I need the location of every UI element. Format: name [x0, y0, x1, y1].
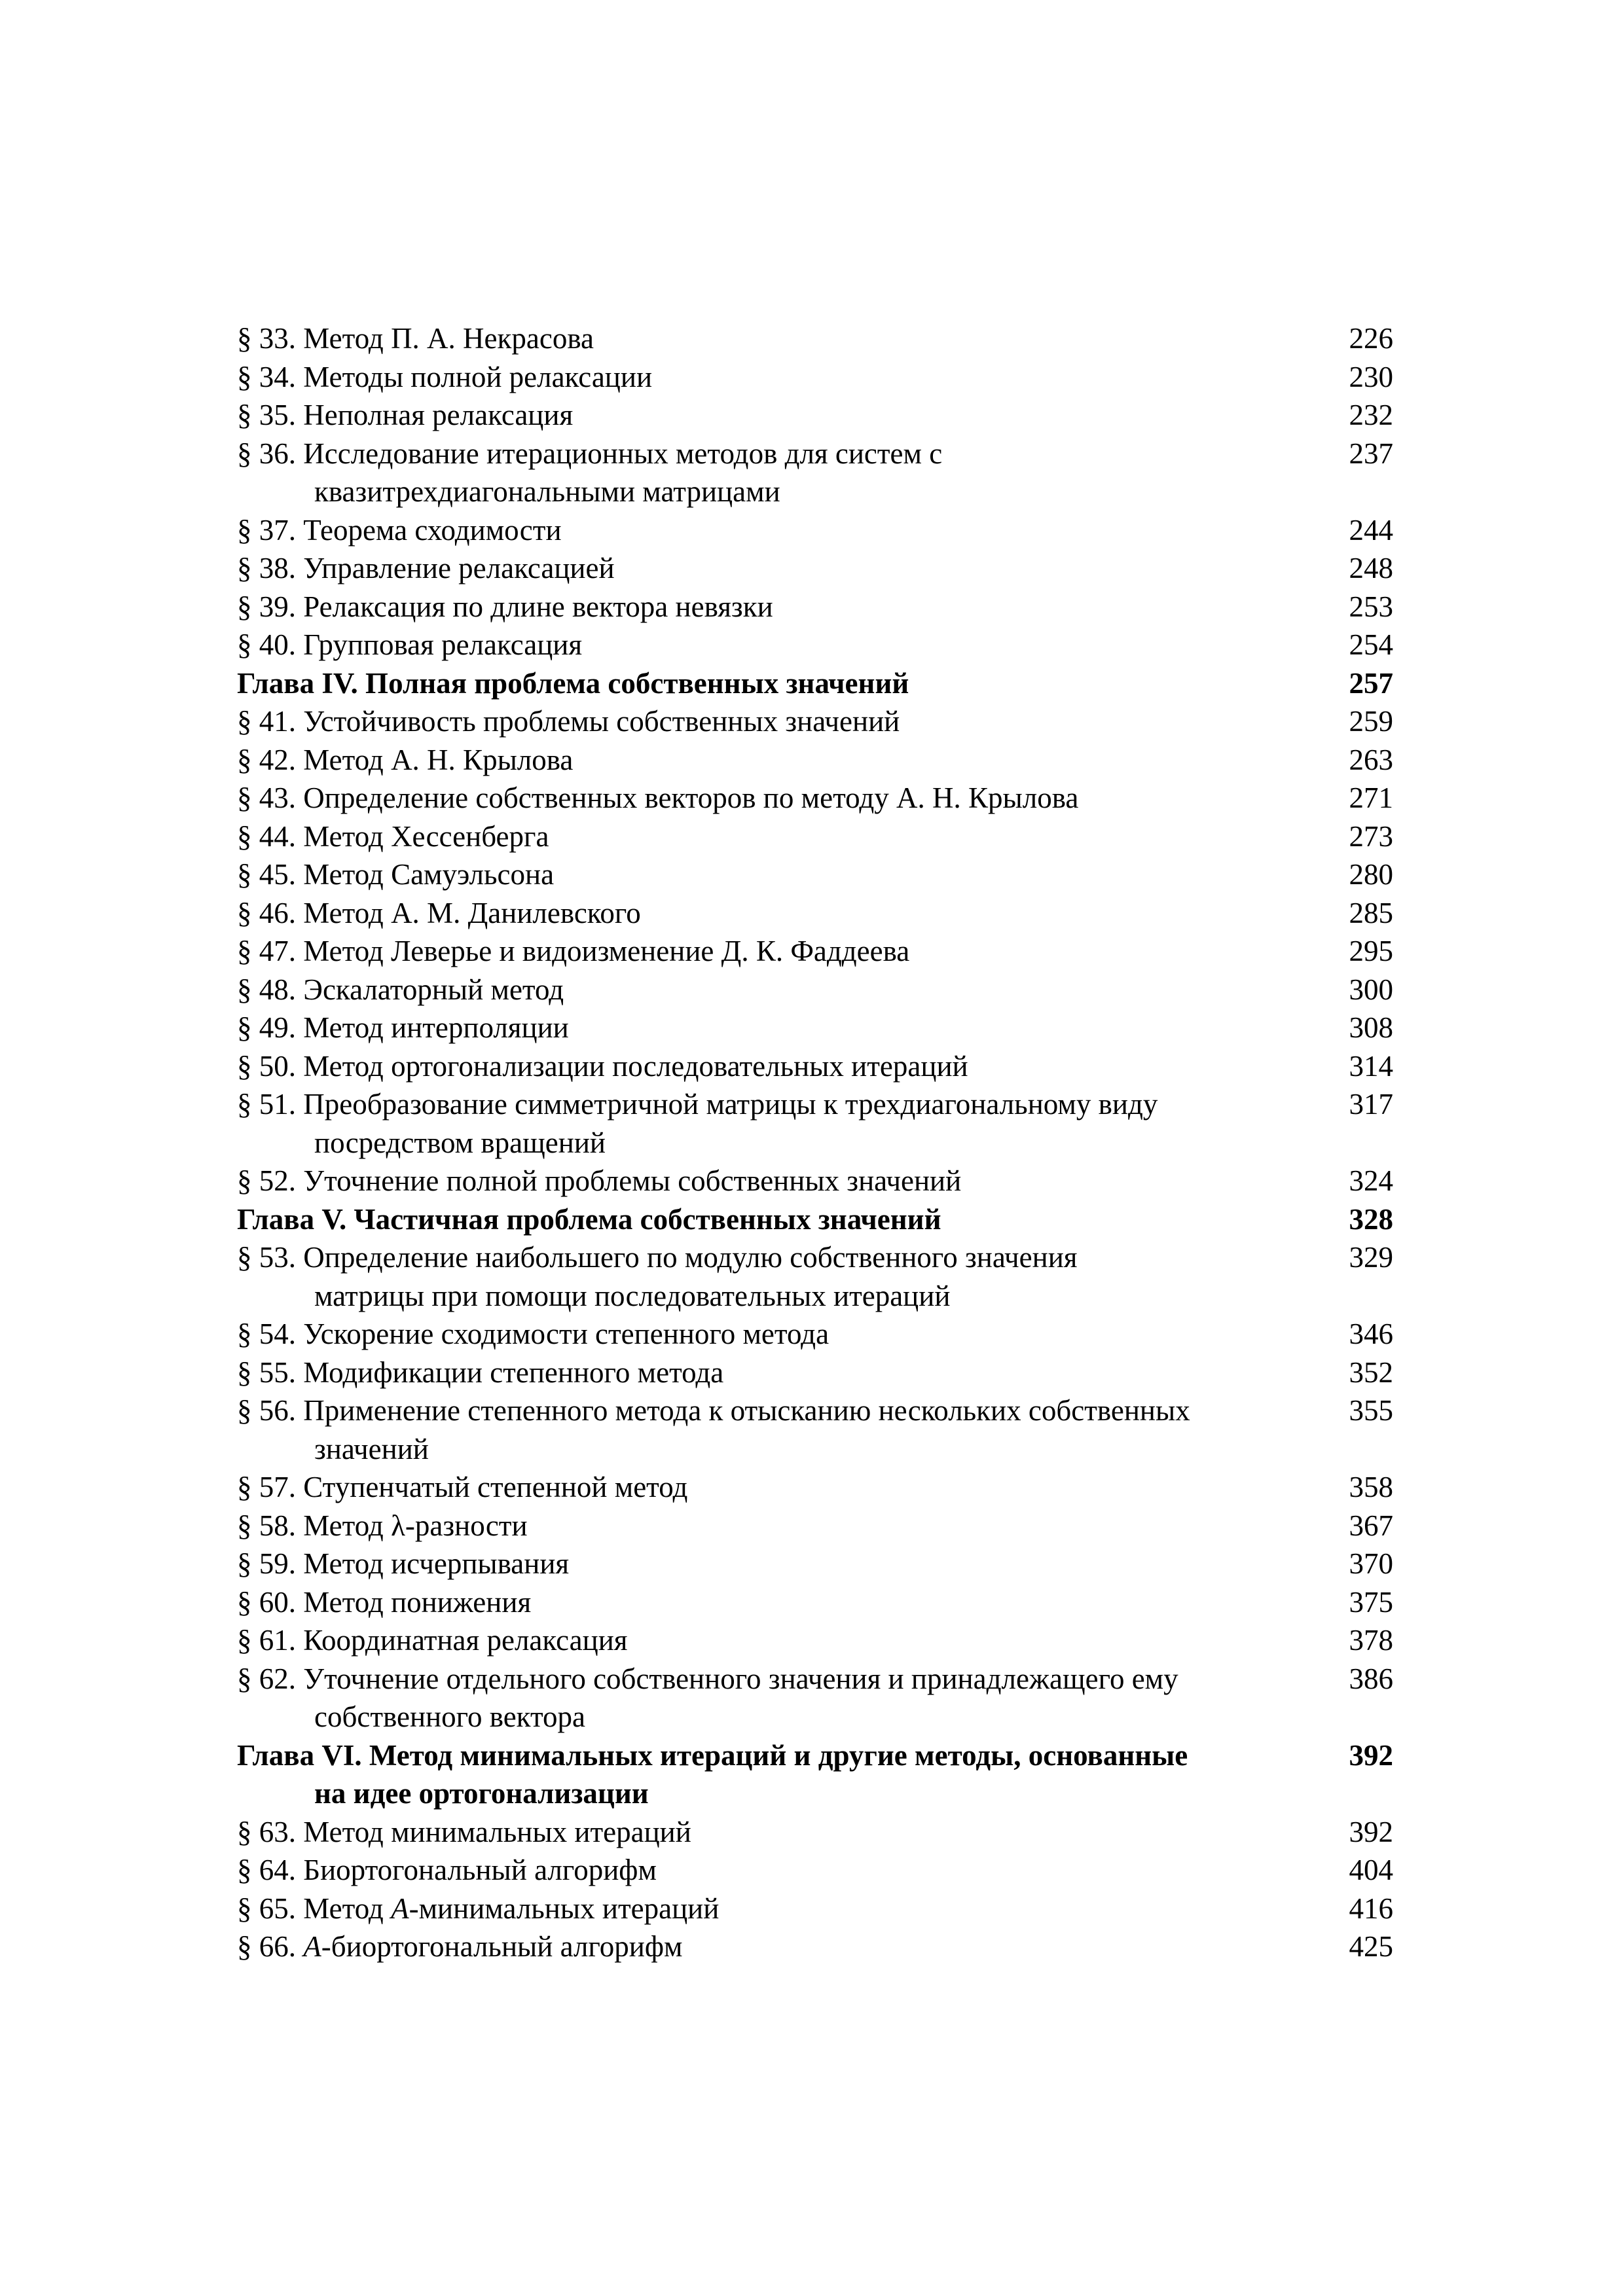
toc-page-number: 404	[1349, 1854, 1393, 1886]
toc-entry-title	[237, 932, 1334, 971]
toc-entry-title-continuation: матрицы при помощи последовательных итераций	[314, 1279, 951, 1312]
toc-page-number: 425	[1349, 1930, 1393, 1963]
toc-entry-title-line: § 66. A-биортогональный алгорифм	[237, 1930, 683, 1963]
toc-entry-title-continuation: собственного вектора	[314, 1700, 585, 1733]
toc-entry-title-line: § 35. Неполная релаксация	[237, 399, 574, 431]
toc-entry-title	[237, 817, 1334, 856]
toc-entry-title	[237, 741, 1334, 780]
toc-section-entry	[237, 1851, 1393, 1890]
toc-section-entry	[237, 511, 1393, 550]
toc-page-number: 230	[1349, 360, 1393, 393]
toc-entry-title-line: § 34. Методы полной релаксации	[237, 360, 653, 393]
toc-entry-title	[237, 1660, 1334, 1736]
toc-chapter-entry	[237, 664, 1393, 703]
toc-entry-title-line: Глава V. Частичная проблема собственных значений	[237, 1202, 941, 1236]
toc-page-number: 317	[1349, 1088, 1393, 1121]
toc-entry-title	[237, 1238, 1334, 1315]
toc-entry-title	[237, 1890, 1334, 1928]
toc-section-entry	[237, 1354, 1393, 1392]
toc-section-entry	[237, 1468, 1393, 1507]
toc-page-number: 392	[1349, 1738, 1393, 1772]
toc-section-entry	[237, 741, 1393, 780]
toc-entry-title	[237, 664, 1334, 703]
toc-section-entry	[237, 1890, 1393, 1928]
toc-entry-title	[237, 1009, 1334, 1047]
toc-entry-title	[237, 894, 1334, 933]
toc-page-number: 285	[1349, 896, 1393, 929]
toc-section-entry	[237, 817, 1393, 856]
toc-section-entry	[237, 1545, 1393, 1583]
toc-section-entry	[237, 1009, 1393, 1047]
toc-entry-title-line: § 39. Релаксация по длине вектора невязки	[237, 590, 773, 623]
toc-entry-title	[237, 1851, 1334, 1890]
toc-entry-title-line: § 42. Метод А. Н. Крылова	[237, 743, 574, 776]
toc-section-entry	[237, 1315, 1393, 1354]
toc-entry-title-line: § 62. Уточнение отдельного собственного значения и принадлежащего ему	[237, 1662, 1178, 1695]
toc-entry-title	[237, 549, 1334, 588]
toc-section-entry	[237, 319, 1393, 358]
toc-entry-title-line: § 36. Исследование итерационных методов для систем с	[237, 437, 943, 470]
toc-entry-title-line: § 50. Метод ортогонализации последовательных итераций	[237, 1049, 968, 1083]
toc-page-number: 254	[1349, 628, 1393, 661]
table-of-contents	[237, 319, 1393, 1966]
toc-entry-title	[237, 1468, 1334, 1507]
toc-entry-title-line: § 44. Метод Хессенберга	[237, 819, 549, 853]
toc-entry-title	[237, 1354, 1334, 1392]
toc-entry-title	[237, 626, 1334, 664]
toc-page-number: 237	[1349, 437, 1393, 470]
toc-entry-title-line: § 60. Метод понижения	[237, 1585, 532, 1619]
toc-entry-title	[237, 1736, 1334, 1813]
toc-page-number: 308	[1349, 1011, 1393, 1044]
toc-section-entry	[237, 435, 1393, 511]
toc-entry-title-line: § 63. Метод минимальных итераций	[237, 1815, 691, 1848]
toc-entry-title	[237, 1507, 1334, 1545]
toc-entry-title-line: § 37. Теорема сходимости	[237, 513, 562, 547]
toc-section-entry	[237, 1507, 1393, 1545]
toc-section-entry	[237, 396, 1393, 435]
toc-entry-title	[237, 1621, 1334, 1660]
toc-entry-title-line: Глава VI. Метод минимальных итераций и другие методы, основанные	[237, 1738, 1188, 1772]
toc-entry-title-line: § 52. Уточнение полной проблемы собственных значений	[237, 1164, 962, 1197]
toc-entry-title	[237, 1391, 1334, 1468]
toc-entry-title	[237, 855, 1334, 894]
toc-chapter-entry	[237, 1736, 1393, 1813]
toc-entry-title-line: Глава IV. Полная проблема собственных значений	[237, 666, 909, 700]
toc-section-entry	[237, 932, 1393, 971]
toc-page-number: 244	[1349, 513, 1393, 547]
toc-entry-title-line: § 55. Модификации степенного метода	[237, 1355, 724, 1389]
toc-entry-title-line: § 41. Устойчивость проблемы собственных значений	[237, 705, 900, 738]
toc-entry-title	[237, 1315, 1334, 1354]
toc-entry-title-line: § 54. Ускорение сходимости степенного метода	[237, 1318, 830, 1350]
toc-entry-title	[237, 1545, 1334, 1583]
toc-section-entry	[237, 1928, 1393, 1966]
toc-entry-title-line: § 47. Метод Леверье и видоизменение Д. К. Фаддеева	[237, 935, 910, 967]
toc-section-entry	[237, 702, 1393, 741]
toc-page-number: 355	[1349, 1394, 1393, 1427]
toc-entry-title-line: § 51. Преобразование симметричной матрицы к трехдиагональному виду	[237, 1088, 1158, 1121]
toc-page-number: 375	[1349, 1585, 1393, 1619]
toc-page-number: 248	[1349, 552, 1393, 584]
toc-entry-title	[237, 435, 1334, 511]
toc-section-entry	[237, 1621, 1393, 1660]
toc-page-number: 352	[1349, 1355, 1393, 1389]
toc-page-number: 370	[1349, 1547, 1393, 1580]
toc-page-number: 253	[1349, 590, 1393, 623]
toc-section-entry	[237, 1162, 1393, 1200]
toc-section-entry	[237, 855, 1393, 894]
toc-page-number: 329	[1349, 1241, 1393, 1274]
toc-section-entry	[237, 358, 1393, 397]
toc-entry-title-line: § 65. Метод A-минимальных итераций	[237, 1892, 720, 1925]
toc-section-entry	[237, 549, 1393, 588]
toc-page-number: 358	[1349, 1471, 1393, 1503]
toc-section-entry	[237, 626, 1393, 664]
toc-entry-title-line: § 49. Метод интерполяции	[237, 1011, 569, 1044]
toc-entry-title-line: § 56. Применение степенного метода к отысканию нескольких собственных	[237, 1394, 1190, 1427]
toc-page-number: 280	[1349, 858, 1393, 891]
toc-chapter-entry	[237, 1200, 1393, 1239]
toc-entry-title-continuation: на идее ортогонализации	[314, 1777, 649, 1810]
toc-entry-title	[237, 511, 1334, 550]
toc-entry-title	[237, 319, 1334, 358]
toc-page-number: 324	[1349, 1164, 1393, 1197]
toc-page-number: 300	[1349, 973, 1393, 1006]
toc-entry-title	[237, 1047, 1334, 1086]
toc-entry-title-line: § 59. Метод исчерпывания	[237, 1547, 570, 1580]
toc-section-entry	[237, 1391, 1393, 1468]
toc-entry-title	[237, 779, 1334, 817]
toc-entry-title-line: § 40. Групповая релаксация	[237, 628, 583, 661]
toc-entry-title	[237, 396, 1334, 435]
toc-section-entry	[237, 971, 1393, 1009]
toc-entry-title-line: § 48. Эскалаторный метод	[237, 973, 564, 1006]
toc-section-entry	[237, 588, 1393, 626]
toc-section-entry	[237, 779, 1393, 817]
toc-section-entry	[237, 1047, 1393, 1086]
toc-page-number: 367	[1349, 1509, 1393, 1542]
toc-entry-title	[237, 588, 1334, 626]
toc-entry-title-continuation: квазитрехдиагональными матрицами	[314, 475, 780, 508]
toc-section-entry	[237, 1583, 1393, 1622]
toc-page-number: 257	[1349, 666, 1393, 700]
toc-entry-title	[237, 1583, 1334, 1622]
toc-section-entry	[237, 1660, 1393, 1736]
toc-entry-title	[237, 1928, 1334, 1966]
toc-entry-title-line: § 43. Определение собственных векторов по методу А. Н. Крылова	[237, 781, 1079, 814]
toc-entry-title-line: § 64. Биортогональный алгорифм	[237, 1854, 657, 1886]
toc-page-number: 392	[1349, 1815, 1393, 1848]
toc-page-number: 416	[1349, 1892, 1393, 1925]
toc-page-number: 273	[1349, 819, 1393, 853]
toc-page-number: 226	[1349, 322, 1393, 355]
toc-entry-title-line: § 46. Метод А. М. Данилевского	[237, 896, 641, 929]
toc-section-entry	[237, 894, 1393, 933]
toc-page-number: 314	[1349, 1049, 1393, 1083]
toc-page-number: 295	[1349, 935, 1393, 967]
toc-page-number: 263	[1349, 743, 1393, 776]
toc-entry-title-line: § 53. Определение наибольшего по модулю собственного значения	[237, 1241, 1078, 1274]
toc-entry-title	[237, 1200, 1334, 1239]
toc-page-number: 346	[1349, 1318, 1393, 1350]
toc-section-entry	[237, 1085, 1393, 1162]
toc-page-number: 259	[1349, 705, 1393, 738]
toc-entry-title	[237, 1162, 1334, 1200]
toc-entry-title-line: § 33. Метод П. А. Некрасова	[237, 322, 594, 355]
toc-entry-title-line: § 45. Метод Самуэльсона	[237, 858, 555, 891]
toc-page-number: 232	[1349, 399, 1393, 431]
toc-entry-title	[237, 971, 1334, 1009]
toc-page-number: 328	[1349, 1202, 1393, 1236]
toc-section-entry	[237, 1813, 1393, 1852]
toc-entry-title-line: § 57. Ступенчатый степенной метод	[237, 1471, 688, 1503]
toc-entry-title-line: § 61. Координатная релаксация	[237, 1624, 628, 1657]
toc-entry-title	[237, 1813, 1334, 1852]
toc-entry-title-line: § 58. Метод λ-разности	[237, 1509, 528, 1542]
toc-entry-title-continuation: значений	[314, 1432, 429, 1465]
toc-page-number: 378	[1349, 1624, 1393, 1657]
toc-entry-title	[237, 702, 1334, 741]
toc-entry-title	[237, 1085, 1334, 1162]
toc-page-number: 271	[1349, 781, 1393, 814]
toc-entry-title	[237, 358, 1334, 397]
toc-section-entry	[237, 1238, 1393, 1315]
toc-entry-title-continuation: посредством вращений	[314, 1126, 606, 1159]
toc-entry-title-line: § 38. Управление релаксацией	[237, 552, 615, 584]
toc-page-number: 386	[1349, 1662, 1393, 1695]
